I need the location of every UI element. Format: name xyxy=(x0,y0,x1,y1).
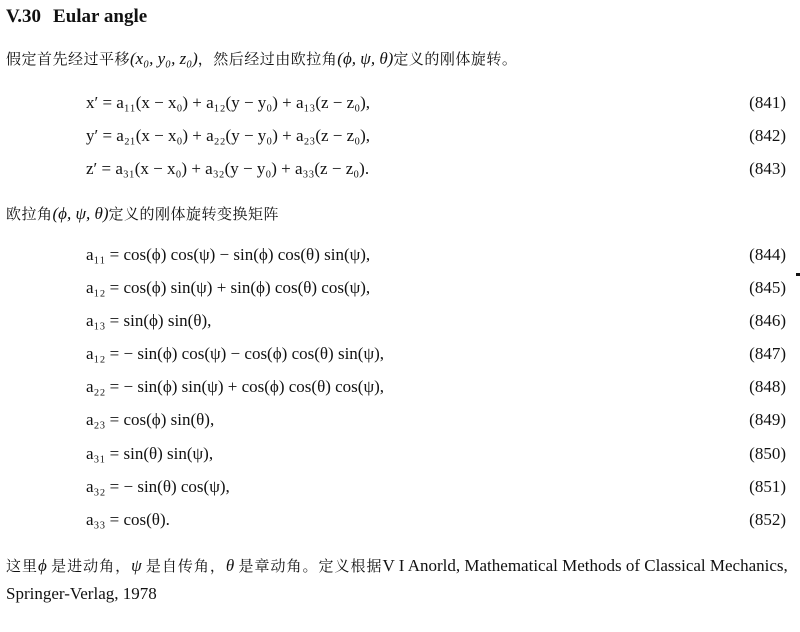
equation-expression: a₃₁ = sin(θ) sin(ψ), xyxy=(86,444,214,463)
intro-paragraph xyxy=(6,48,517,69)
equation-row xyxy=(0,410,800,438)
closing-phi: ϕ xyxy=(38,556,47,575)
equation-number: (846) xyxy=(749,311,786,330)
equation-number: (847) xyxy=(749,344,786,363)
matrix-intro-paragraph xyxy=(6,203,279,224)
reference-citation: V I Anorld, Mathematical Methods of Classical Mechanics, Springer-Verlag, 1978 xyxy=(6,556,788,603)
equation-expression: a₁₂ = cos(ϕ) sin(ψ) + sin(ϕ) cos(θ) cos(ψ), xyxy=(86,278,371,297)
matrix-intro-text-before: 欧拉角 xyxy=(6,205,53,223)
intro-text-before: 假定首先经过平移 xyxy=(6,50,131,68)
closing-text-2: 是进动角， xyxy=(51,557,132,575)
equation-number: (852) xyxy=(749,510,786,529)
equation-expression: a₁₂ = − sin(ϕ) cos(ψ) − cos(ϕ) cos(θ) sin(ψ), xyxy=(86,344,385,363)
equation-number: (845) xyxy=(749,278,786,297)
equation-row xyxy=(0,245,800,273)
closing-paragraph xyxy=(6,552,791,608)
equation-expression: a₁₃ = sin(ϕ) sin(θ), xyxy=(86,311,212,330)
equation-row xyxy=(0,159,800,187)
equation-row xyxy=(0,344,800,372)
closing-text-3: 是自传角， xyxy=(145,557,226,575)
equation-number: (844) xyxy=(749,245,786,264)
equation-number: (842) xyxy=(749,126,786,145)
closing-text-1: 这里 xyxy=(6,557,39,575)
intro-text-middle: ，然后经过由欧拉角 xyxy=(197,50,338,68)
intro-angles-math: (ϕ, ψ, θ) xyxy=(337,49,394,68)
section-heading xyxy=(6,6,147,28)
intro-text-after: 定义的刚体旋转。 xyxy=(393,50,518,68)
equation-number: (843) xyxy=(749,159,786,178)
matrix-intro-text-after: 定义的刚体旋转变换矩阵 xyxy=(108,205,280,223)
intro-translation-math: (x₀, y₀, z₀) xyxy=(130,49,198,68)
section-number: V.30 xyxy=(6,6,42,27)
equation-row xyxy=(0,126,800,154)
equation-expression: a₂₂ = − sin(ϕ) sin(ψ) + cos(ϕ) cos(θ) cos(ψ), xyxy=(86,377,385,396)
equation-row xyxy=(0,377,800,405)
equation-number: (851) xyxy=(749,477,786,496)
equation-number: (849) xyxy=(749,410,786,429)
equation-number: (841) xyxy=(749,93,786,112)
equation-row xyxy=(0,477,800,505)
equation-expression: x′ = a₁₁(x − x₀) + a₁₂(y − y₀) + a₁₃(z − z₀), xyxy=(86,93,371,112)
equation-number: (850) xyxy=(749,444,786,463)
equation-row xyxy=(0,93,800,121)
equation-row xyxy=(0,510,800,538)
equation-expression: a₂₃ = cos(ϕ) sin(θ), xyxy=(86,410,215,429)
equation-expression: a₁₁ = cos(ϕ) cos(ψ) − sin(ϕ) cos(θ) sin(ψ), xyxy=(86,245,371,264)
equation-expression: z′ = a₃₁(x − x₀) + a₃₂(y − y₀) + a₃₃(z − z₀). xyxy=(86,159,370,178)
equation-expression: y′ = a₂₁(x − x₀) + a₂₂(y − y₀) + a₂₃(z − z₀), xyxy=(86,126,371,145)
margin-mark xyxy=(796,273,800,276)
equation-expression: a₃₃ = cos(θ). xyxy=(86,510,170,529)
section-title: Eular angle xyxy=(53,6,148,27)
matrix-intro-angles-math: (ϕ, ψ, θ) xyxy=(52,204,109,223)
closing-psi: ψ xyxy=(131,556,142,575)
equation-row xyxy=(0,444,800,472)
equation-row xyxy=(0,311,800,339)
closing-theta: θ xyxy=(225,556,235,575)
equation-row xyxy=(0,278,800,306)
closing-text-4: 是章动角。定义根据 xyxy=(238,557,383,575)
equation-expression: a₃₂ = − sin(θ) cos(ψ), xyxy=(86,477,230,496)
equation-number: (848) xyxy=(749,377,786,396)
